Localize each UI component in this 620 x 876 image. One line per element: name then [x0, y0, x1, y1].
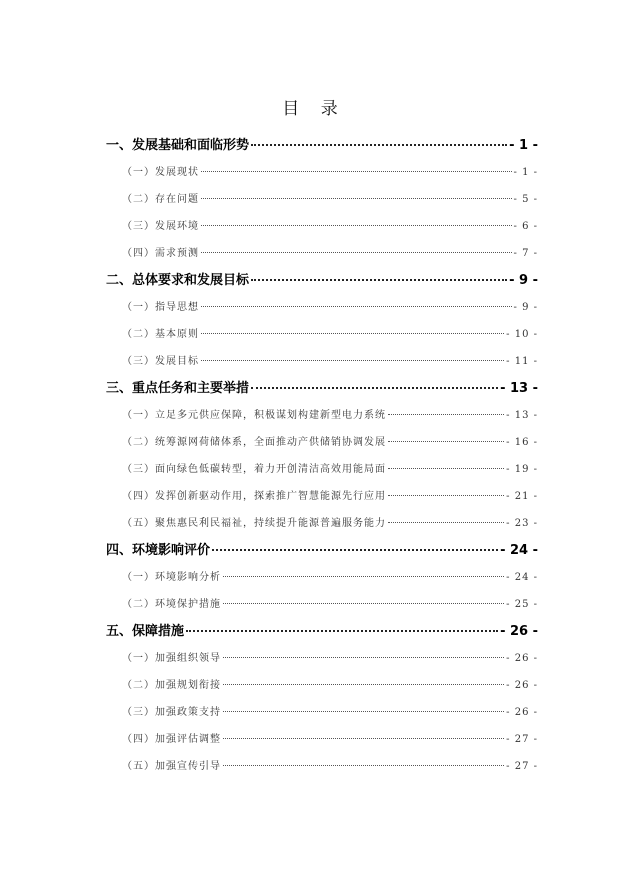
toc-subsection-entry[interactable] — [106, 483, 538, 510]
toc-leader-dots — [388, 468, 504, 469]
toc-subsection-entry[interactable] — [106, 645, 538, 672]
toc-subsection-title: （三）发展环境 — [122, 221, 199, 232]
toc-leader-dots — [201, 225, 512, 226]
toc-section-heading[interactable] — [106, 537, 538, 564]
toc-subsection-entry[interactable] — [106, 321, 538, 348]
toc-subsection-entry[interactable] — [106, 294, 538, 321]
toc-page-number: - 27 - — [506, 761, 538, 772]
toc-subsection-title: （二）存在问题 — [122, 194, 199, 205]
toc-leader-dots — [223, 576, 504, 577]
toc-subsection-title: （一）发展现状 — [122, 167, 199, 178]
toc-leader-dots — [223, 765, 504, 766]
toc-leader-dots — [223, 657, 504, 658]
toc-leader-dots — [251, 387, 498, 389]
toc-subsection-title: （四）发挥创新驱动作用，探索推广智慧能源先行应用 — [122, 491, 386, 502]
toc-leader-dots — [388, 522, 504, 523]
toc-subsection-entry[interactable] — [106, 510, 538, 537]
toc-page-number: - 16 - — [506, 437, 538, 448]
toc-section-title: 五、保障措施 — [106, 624, 185, 639]
toc-page-number: - 11 - — [506, 356, 538, 367]
toc-leader-dots — [223, 603, 504, 604]
toc-leader-dots — [186, 630, 498, 632]
toc-page-number: - 24 - — [500, 543, 538, 558]
toc-leader-dots — [223, 684, 504, 685]
toc-page-number: - 5 - — [513, 194, 538, 205]
toc-subsection-entry[interactable] — [106, 348, 538, 375]
toc-subsection-entry[interactable] — [106, 699, 538, 726]
toc-subsection-entry[interactable] — [106, 186, 538, 213]
toc-section-heading[interactable] — [106, 375, 538, 402]
toc-subsection-entry[interactable] — [106, 456, 538, 483]
toc-subsection-title: （五）加强宣传引导 — [122, 761, 221, 772]
toc-page-number: - 26 - — [506, 680, 538, 691]
toc-subsection-title: （三）面向绿色低碳转型，着力开创清洁高效用能局面 — [122, 464, 386, 475]
toc-section-title: 一、发展基础和面临形势 — [106, 138, 250, 153]
toc-subsection-entry[interactable] — [106, 672, 538, 699]
toc-leader-dots — [201, 360, 504, 361]
toc-page-number: - 19 - — [506, 464, 538, 475]
toc-section-title: 四、环境影响评价 — [106, 543, 211, 558]
toc-page-number: - 21 - — [506, 491, 538, 502]
toc-leader-dots — [201, 252, 512, 253]
page-title: 目 录 — [282, 99, 346, 119]
toc-page-number: - 24 - — [506, 572, 538, 583]
toc-page-number: - 26 - — [506, 653, 538, 664]
toc-leader-dots — [388, 441, 504, 442]
toc-subsection-entry[interactable] — [106, 240, 538, 267]
toc-page-number: - 13 - — [500, 381, 538, 396]
toc-leader-dots — [212, 549, 498, 551]
toc-page-number: - 27 - — [506, 734, 538, 745]
toc-subsection-title: （一）指导思想 — [122, 302, 199, 313]
toc-subsection-entry[interactable] — [106, 753, 538, 780]
toc-leader-dots — [251, 144, 507, 146]
toc-section-title: 三、重点任务和主要举措 — [106, 381, 250, 396]
toc-subsection-entry[interactable] — [106, 429, 538, 456]
toc-leader-dots — [223, 738, 504, 739]
toc-page-number: - 10 - — [506, 329, 538, 340]
toc-page-number: - 26 - — [506, 707, 538, 718]
toc-page-number: - 9 - — [509, 273, 538, 288]
toc-section-heading[interactable] — [106, 132, 538, 159]
toc-subsection-title: （四）加强评估调整 — [122, 734, 221, 745]
toc-page-number: - 13 - — [506, 410, 538, 421]
toc-page-number: - 23 - — [506, 518, 538, 529]
toc-page-number: - 7 - — [513, 248, 538, 259]
toc-subsection-title: （一）加强组织领导 — [122, 653, 221, 664]
toc-subsection-entry[interactable] — [106, 564, 538, 591]
toc-subsection-title: （二）统筹源网荷储体系，全面推动产供储销协调发展 — [122, 437, 386, 448]
toc-section-heading[interactable] — [106, 267, 538, 294]
toc-subsection-title: （四）需求预测 — [122, 248, 199, 259]
toc-subsection-title: （一）立足多元供应保障，积极谋划构建新型电力系统 — [122, 410, 386, 421]
toc-subsection-entry[interactable] — [106, 591, 538, 618]
toc-leader-dots — [201, 333, 504, 334]
toc-page-number: - 9 - — [513, 302, 538, 313]
toc-section-heading[interactable] — [106, 618, 538, 645]
toc-leader-dots — [201, 306, 512, 307]
toc-subsection-entry[interactable] — [106, 159, 538, 186]
toc-subsection-entry[interactable] — [106, 726, 538, 753]
toc-subsection-title: （一）环境影响分析 — [122, 572, 221, 583]
toc-leader-dots — [201, 171, 512, 172]
toc-page-number: - 1 - — [509, 138, 538, 153]
toc-page-number: - 6 - — [513, 221, 538, 232]
toc-leader-dots — [201, 198, 512, 199]
toc-subsection-entry[interactable] — [106, 402, 538, 429]
toc-section-title: 二、总体要求和发展目标 — [106, 273, 250, 288]
toc-subsection-title: （二）环境保护措施 — [122, 599, 221, 610]
toc-leader-dots — [251, 279, 507, 281]
toc-page-number: - 1 - — [513, 167, 538, 178]
toc-subsection-title: （三）加强政策支持 — [122, 707, 221, 718]
toc-leader-dots — [388, 414, 504, 415]
toc-subsection-title: （三）发展目标 — [122, 356, 199, 367]
table-of-contents — [106, 132, 538, 780]
toc-subsection-title: （五）聚焦惠民利民福祉，持续提升能源普遍服务能力 — [122, 518, 386, 529]
toc-subsection-entry[interactable] — [106, 213, 538, 240]
toc-leader-dots — [223, 711, 504, 712]
toc-leader-dots — [388, 495, 504, 496]
toc-page-number: - 25 - — [506, 599, 538, 610]
toc-page-number: - 26 - — [500, 624, 538, 639]
toc-subsection-title: （二）加强规划衔接 — [122, 680, 221, 691]
toc-subsection-title: （二）基本原则 — [122, 329, 199, 340]
